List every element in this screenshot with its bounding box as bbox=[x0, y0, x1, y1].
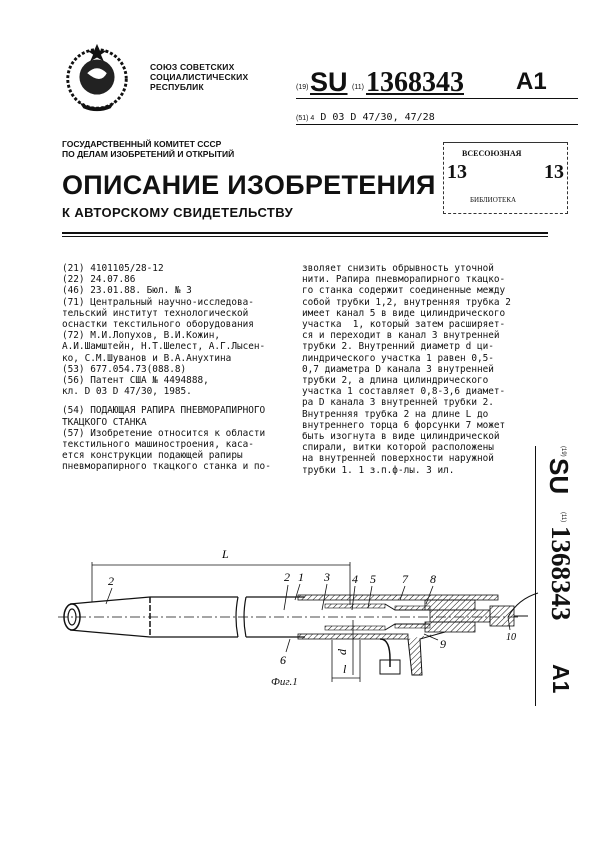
document-subtitle: К АВТОРСКОМУ СВИДЕТЕЛЬСТВУ bbox=[62, 205, 294, 220]
country-code: SU bbox=[310, 67, 348, 97]
text-line: (46) 23.01.88. Бюл. № 3 bbox=[62, 285, 192, 297]
text-line: (54) ПОДАЮЩАЯ РАПИРА ПНЕВМОРАПИРНОГО bbox=[62, 405, 266, 417]
patent-number: 1368343 bbox=[366, 67, 464, 98]
inid-19: (19) bbox=[296, 84, 309, 91]
document-title: ОПИСАНИЕ ИЗОБРЕТЕНИЯ bbox=[62, 170, 436, 200]
kind-code: A1 bbox=[516, 68, 547, 95]
text-line: (56) Патент США № 4494888, bbox=[62, 375, 209, 387]
text-line: тельский институт технологической bbox=[62, 307, 249, 319]
text-line: (71) Центральный научно-исследова- bbox=[62, 296, 254, 308]
label-1: 1 bbox=[298, 570, 304, 584]
text-line: пневморапирного ткацкого станка и по- bbox=[62, 461, 271, 473]
publication-number bbox=[296, 67, 578, 99]
text-line: трубки 2. Внутренний диаметр d ци- bbox=[302, 341, 494, 353]
label-5: 5 bbox=[370, 572, 376, 586]
text-line: спирали, витки которой расположены bbox=[302, 442, 494, 454]
text-line: внутреннего торца 6 форсунки 7 может bbox=[302, 419, 506, 431]
label-8: 8 bbox=[430, 572, 436, 586]
text-line: ра D канала 3 внутренней трубки 2. bbox=[302, 397, 494, 409]
text-line: линдрического участка 1 равен 0,5- bbox=[302, 352, 494, 364]
stamp-top-text: ВСЕСОЮЗНАЯ bbox=[462, 149, 522, 158]
text-line: ется конструкции подающей рапиры bbox=[62, 450, 243, 462]
text-line: на внутренней поверхности наружной bbox=[302, 453, 494, 465]
ussr-line: СОЮЗ СОВЕТСКИХ bbox=[150, 62, 235, 72]
label-10: 10 bbox=[506, 632, 516, 643]
divider-rule bbox=[62, 236, 548, 237]
text-line: нити. Рапира пневморапирного ткацко- bbox=[302, 274, 506, 286]
text-line: имеет канал 5 в виде цилиндрического bbox=[302, 307, 506, 319]
text-line: кл. D 03 D 47/30, 1985. bbox=[62, 386, 192, 398]
text-line: трубки 1. 1 з.п.ф-лы. 3 ил. bbox=[302, 464, 455, 476]
text-line: зволяет снизить обрывность уточной bbox=[302, 263, 494, 274]
label-7: 7 bbox=[402, 572, 408, 586]
ussr-line: СОЦИАЛИСТИЧЕСКИХ bbox=[150, 72, 249, 82]
text-line: (57) Изобретение относится к области bbox=[62, 427, 266, 439]
label-l: l bbox=[343, 662, 347, 676]
patent-number: 1368343 bbox=[546, 526, 576, 621]
ipc-classification bbox=[296, 112, 578, 125]
ussr-line: РЕСПУБЛИК bbox=[150, 82, 204, 92]
stamp-right-number: 13 bbox=[544, 161, 564, 183]
label-4: 4 bbox=[352, 572, 358, 586]
text-line: трубки 2, а длина цилиндрического bbox=[302, 375, 489, 387]
label-3: 3 bbox=[324, 570, 330, 584]
label-d: d bbox=[335, 649, 349, 655]
text-line: 0,7 диаметра D канала 3 внутренней bbox=[302, 363, 494, 375]
label-9: 9 bbox=[440, 637, 446, 651]
text-line: А.И.Шамштейн, Н.Т.Шелест, А.Г.Лысен- bbox=[62, 341, 266, 353]
committee-line: ГОСУДАРСТВЕННЫЙ КОМИТЕТ СССР bbox=[62, 139, 222, 149]
inid-11: (11) bbox=[560, 512, 566, 523]
inid-19: (19) bbox=[560, 446, 566, 457]
text-line bbox=[62, 397, 271, 405]
ussr-name bbox=[150, 62, 248, 92]
text-line: участка 1, который затем расширяет- bbox=[302, 319, 506, 331]
text-line: быть изогнута в виде цилиндрической bbox=[302, 431, 500, 443]
text-line: (21) 4101105/28-12 bbox=[62, 263, 164, 274]
text-line: го станка содержит соединенные между bbox=[302, 285, 506, 297]
stamp-left-number: 13 bbox=[447, 161, 467, 183]
text-line: (72) М.И.Лопухов, В.И.Кожин, bbox=[62, 330, 221, 342]
bibliographic-column bbox=[62, 263, 271, 473]
stamp-bottom-text: БИБЛИОТЕКА bbox=[470, 196, 517, 204]
text-line: текстильного машиностроения, каса- bbox=[62, 439, 254, 451]
technical-drawing bbox=[50, 540, 540, 690]
kind-code: A1 bbox=[548, 664, 574, 694]
abstract-column bbox=[302, 263, 511, 476]
text-line: участка 1 составляет 0,8-3,6 диамет- bbox=[302, 386, 506, 398]
ussr-emblem bbox=[58, 38, 136, 116]
figure-caption: Фиг.1 bbox=[271, 676, 298, 688]
text-line: Внутренняя трубка 2 на длине L до bbox=[302, 408, 489, 420]
inid-51: (51) 4 bbox=[296, 115, 315, 122]
ipc-value: D 03 D 47/30, 47/28 bbox=[320, 112, 435, 123]
text-line: ся и переходит в канал 3 внутренней bbox=[302, 330, 500, 342]
divider-rule bbox=[62, 232, 548, 234]
text-line: собой трубки 1,2, внутренняя трубка 2 bbox=[302, 296, 511, 308]
label-2-tip: 2 bbox=[108, 574, 114, 588]
label-L: L bbox=[222, 547, 229, 561]
label-2: 2 bbox=[284, 570, 290, 584]
text-line: оснастки текстильного оборудования bbox=[62, 319, 254, 331]
library-stamp bbox=[443, 142, 568, 214]
country-code: SU bbox=[544, 458, 574, 495]
text-line: ко, С.М.Шуванов и В.А.Анухтина bbox=[62, 352, 232, 364]
text-line: (53) 677.054.73(088.8) bbox=[62, 363, 187, 375]
label-6: 6 bbox=[280, 653, 286, 667]
committee-name bbox=[62, 139, 234, 159]
text-line: ТКАЦКОГО СТАНКА bbox=[62, 416, 147, 428]
text-line: (22) 24.07.86 bbox=[62, 274, 136, 286]
inid-11: (11) bbox=[352, 84, 364, 91]
committee-line: ПО ДЕЛАМ ИЗОБРЕТЕНИЙ И ОТКРЫТИЙ bbox=[62, 149, 235, 159]
